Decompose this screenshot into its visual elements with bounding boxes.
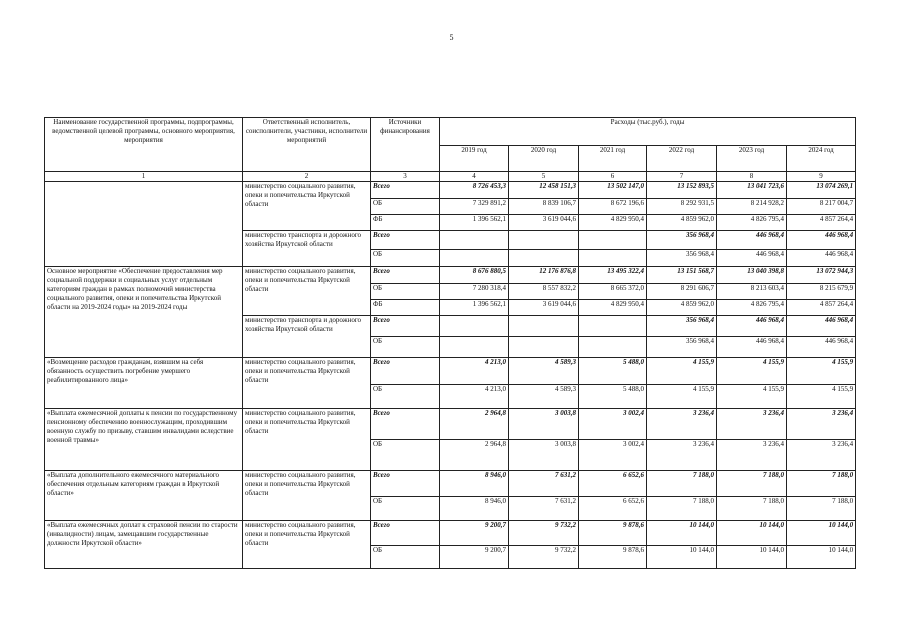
header-responsible: Ответственный исполнитель, соисполнители, участники, исполнители мероприятий [243, 118, 371, 172]
measure-name-cell: Основное мероприятие «Обеспечение предоставления мер социальной поддержки и социальных услуг отдельным категориям граждан в рамках полномочий министерства социального развития, опеки и попечительства Иркутской области на 2019-2024 годы» на 2019-2024 годы [45, 267, 243, 358]
value-cell: 7 188,0 [717, 497, 787, 521]
value-cell: 8 291 606,7 [647, 284, 717, 300]
value-cell: 4 859 962,0 [647, 215, 717, 231]
value-cell: 8 214 928,2 [717, 199, 787, 215]
value-cell: 446 968,4 [717, 316, 787, 337]
value-cell: 10 144,0 [717, 521, 787, 546]
value-cell: 3 236,4 [787, 409, 856, 440]
source-cell: ОБ [371, 199, 440, 215]
source-cell: Всего [371, 182, 440, 199]
header-year: 2024 год [787, 146, 856, 172]
value-cell [579, 231, 647, 250]
value-cell: 4 155,9 [787, 385, 856, 409]
value-cell: 6 652,6 [579, 497, 647, 521]
value-cell: 7 188,0 [787, 497, 856, 521]
source-cell: Всего [371, 316, 440, 337]
responsible-cell: министерство социального развития, опеки и попечительства Иркутской области [243, 182, 371, 231]
value-cell: 8 217 004,7 [787, 199, 856, 215]
responsible-cell: министерство социального развития, опеки и попечительства Иркутской области [243, 409, 371, 471]
value-cell: 8 946,0 [440, 497, 509, 521]
source-cell: ОБ [371, 337, 440, 358]
value-cell: 7 631,2 [509, 471, 579, 497]
column-number: 6 [579, 172, 647, 182]
value-cell: 7 188,0 [647, 497, 717, 521]
value-cell: 13 152 893,5 [647, 182, 717, 199]
source-cell: Всего [371, 267, 440, 284]
page-number: 5 [449, 33, 454, 42]
value-cell: 4 857 264,4 [787, 300, 856, 316]
header-expenses: Расходы (тыс.руб.), годы [440, 118, 856, 146]
measure-name-cell: «Выплата ежемесячных доплат к страховой пенсии по старости (инвалидности) лицам, замещавшим государственные должности Иркутской области» [45, 521, 243, 569]
value-cell: 446 968,4 [787, 316, 856, 337]
header-name: Наименование государственной программы, подпрограммы, ведомственной целевой программы, основного мероприятия, мероприятия [45, 118, 243, 172]
header-year: 2023 год [717, 146, 787, 172]
value-cell: 12 176 876,8 [509, 267, 579, 284]
value-cell: 10 144,0 [717, 546, 787, 569]
column-number: 1 [45, 172, 243, 182]
value-cell: 3 619 044,6 [509, 215, 579, 231]
value-cell: 4 155,9 [647, 358, 717, 385]
header-year: 2022 год [647, 146, 717, 172]
value-cell: 5 488,0 [579, 358, 647, 385]
value-cell: 3 003,8 [509, 440, 579, 471]
column-number: 9 [787, 172, 856, 182]
source-cell: Всего [371, 231, 440, 250]
value-cell: 13 495 322,4 [579, 267, 647, 284]
value-cell: 7 631,2 [509, 497, 579, 521]
value-cell: 13 502 147,0 [579, 182, 647, 199]
value-cell [440, 316, 509, 337]
value-cell: 13 072 944,3 [787, 267, 856, 284]
value-cell: 4 859 962,0 [647, 300, 717, 316]
table-row [45, 521, 856, 546]
value-cell: 8 213 603,4 [717, 284, 787, 300]
value-cell: 8 292 931,5 [647, 199, 717, 215]
value-cell: 7 188,0 [647, 471, 717, 497]
value-cell: 4 826 795,4 [717, 300, 787, 316]
value-cell [579, 316, 647, 337]
value-cell [579, 250, 647, 267]
value-cell: 3 236,4 [717, 440, 787, 471]
responsible-cell: министерство социального развития, опеки и попечительства Иркутской области [243, 471, 371, 521]
source-cell: ОБ [371, 497, 440, 521]
value-cell: 3 236,4 [787, 440, 856, 471]
value-cell: 3 003,8 [509, 409, 579, 440]
value-cell [579, 337, 647, 358]
value-cell: 3 002,4 [579, 409, 647, 440]
value-cell: 5 488,0 [579, 385, 647, 409]
value-cell: 4 155,9 [787, 358, 856, 385]
value-cell: 13 151 568,7 [647, 267, 717, 284]
responsible-cell: министерство транспорта и дорожного хозяйства Иркутской области [243, 231, 371, 267]
program-name-cell [45, 182, 243, 267]
value-cell: 446 968,4 [717, 337, 787, 358]
table-row [45, 267, 856, 284]
source-cell: ФБ [371, 215, 440, 231]
column-number: 4 [440, 172, 509, 182]
value-cell [509, 337, 579, 358]
value-cell: 446 968,4 [717, 231, 787, 250]
value-cell: 8 946,0 [440, 471, 509, 497]
value-cell: 13 041 723,6 [717, 182, 787, 199]
source-cell: ОБ [371, 546, 440, 569]
column-number: 7 [647, 172, 717, 182]
value-cell [440, 337, 509, 358]
value-cell: 4 589,3 [509, 358, 579, 385]
responsible-cell: министерство социального развития, опеки и попечительства Иркутской области [243, 267, 371, 316]
value-cell: 1 396 562,1 [440, 215, 509, 231]
value-cell: 13 040 398,8 [717, 267, 787, 284]
value-cell [440, 250, 509, 267]
value-cell [440, 231, 509, 250]
value-cell: 7 329 891,2 [440, 199, 509, 215]
measure-name-cell: «Возмещение расходов гражданам, взявшим на себя обязанность осуществить погребение умершего реабилитированного лица» [45, 358, 243, 409]
value-cell: 4 826 795,4 [717, 215, 787, 231]
value-cell: 9 732,2 [509, 546, 579, 569]
value-cell: 3 002,4 [579, 440, 647, 471]
column-number: 3 [371, 172, 440, 182]
source-cell: Всего [371, 409, 440, 440]
table-row [45, 409, 856, 440]
value-cell: 446 968,4 [787, 250, 856, 267]
value-cell: 446 968,4 [787, 231, 856, 250]
source-cell: ОБ [371, 385, 440, 409]
value-cell: 4 155,9 [647, 385, 717, 409]
value-cell: 4 589,3 [509, 385, 579, 409]
value-cell: 6 652,6 [579, 471, 647, 497]
responsible-cell: министерство социального развития, опеки и попечительства Иркутской области [243, 358, 371, 409]
source-cell: ОБ [371, 284, 440, 300]
value-cell: 7 188,0 [787, 471, 856, 497]
value-cell: 9 732,2 [509, 521, 579, 546]
value-cell: 8 726 453,3 [440, 182, 509, 199]
value-cell: 446 968,4 [717, 250, 787, 267]
value-cell: 8 839 106,7 [509, 199, 579, 215]
value-cell: 3 236,4 [717, 409, 787, 440]
value-cell: 4 829 950,4 [579, 215, 647, 231]
value-cell: 9 200,7 [440, 521, 509, 546]
column-number: 8 [717, 172, 787, 182]
value-cell: 8 676 880,5 [440, 267, 509, 284]
value-cell: 8 557 832,2 [509, 284, 579, 300]
header-year: 2019 год [440, 146, 509, 172]
header-year: 2021 год [579, 146, 647, 172]
value-cell: 10 144,0 [787, 521, 856, 546]
value-cell: 356 968,4 [647, 231, 717, 250]
header-year: 2020 год [509, 146, 579, 172]
responsible-cell: министерство социального развития, опеки и попечительства Иркутской области [243, 521, 371, 569]
value-cell: 8 215 679,9 [787, 284, 856, 300]
measure-name-cell: «Выплата дополнительного ежемесячного материального обеспечения отдельным категориям граждан в Иркутской области» [45, 471, 243, 521]
value-cell: 10 144,0 [787, 546, 856, 569]
value-cell: 3 236,4 [647, 440, 717, 471]
value-cell: 446 968,4 [787, 337, 856, 358]
table-row [45, 471, 856, 497]
value-cell: 356 968,4 [647, 250, 717, 267]
value-cell: 4 857 264,4 [787, 215, 856, 231]
table-row [45, 358, 856, 385]
value-cell: 2 964,8 [440, 440, 509, 471]
value-cell: 3 619 044,6 [509, 300, 579, 316]
value-cell: 3 236,4 [647, 409, 717, 440]
value-cell: 356 968,4 [647, 316, 717, 337]
value-cell: 1 396 562,1 [440, 300, 509, 316]
column-number: 5 [509, 172, 579, 182]
value-cell [509, 231, 579, 250]
source-cell: ФБ [371, 300, 440, 316]
column-number: 2 [243, 172, 371, 182]
value-cell: 9 200,7 [440, 546, 509, 569]
value-cell: 4 155,9 [717, 358, 787, 385]
value-cell: 4 213,0 [440, 385, 509, 409]
source-cell: Всего [371, 521, 440, 546]
source-cell: Всего [371, 358, 440, 385]
value-cell: 356 968,4 [647, 337, 717, 358]
value-cell: 7 188,0 [717, 471, 787, 497]
value-cell: 9 878,6 [579, 546, 647, 569]
source-cell: ОБ [371, 440, 440, 471]
expenditure-table [44, 117, 856, 569]
value-cell: 4 155,9 [717, 385, 787, 409]
value-cell: 8 665 372,0 [579, 284, 647, 300]
value-cell: 4 213,0 [440, 358, 509, 385]
source-cell: Всего [371, 471, 440, 497]
value-cell: 8 672 196,6 [579, 199, 647, 215]
value-cell: 4 829 950,4 [579, 300, 647, 316]
responsible-cell: министерство транспорта и дорожного хозяйства Иркутской области [243, 316, 371, 358]
table-row [45, 182, 856, 199]
header-sources: Источники финансирования [371, 118, 440, 172]
source-cell: ОБ [371, 250, 440, 267]
value-cell [509, 250, 579, 267]
value-cell: 10 144,0 [647, 521, 717, 546]
value-cell: 10 144,0 [647, 546, 717, 569]
measure-name-cell: «Выплата ежемесячной доплаты к пенсии по государственному пенсионному обеспечению военнослужащим, проходившим военную службу по призыву, ставшим инвалидами вследствие военной травмы» [45, 409, 243, 471]
value-cell: 7 280 318,4 [440, 284, 509, 300]
value-cell [509, 316, 579, 337]
value-cell: 12 458 151,3 [509, 182, 579, 199]
value-cell: 13 074 269,1 [787, 182, 856, 199]
value-cell: 9 878,6 [579, 521, 647, 546]
value-cell: 2 964,8 [440, 409, 509, 440]
